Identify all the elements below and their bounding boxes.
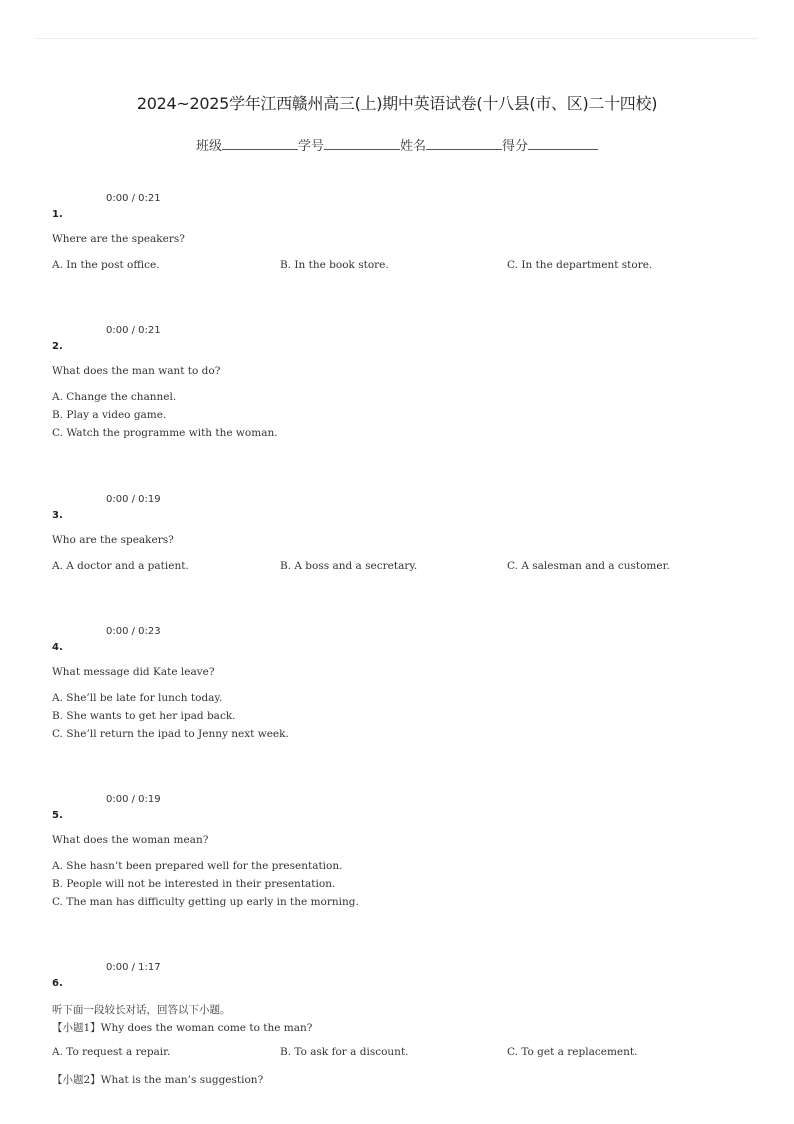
question-stem: What message did Kate leave? (52, 666, 215, 678)
audio-player-time[interactable]: 0:00 / 0:23 (106, 626, 161, 637)
options-column (52, 388, 278, 442)
name-blank[interactable] (426, 136, 502, 150)
options-column (52, 857, 359, 911)
question-intro: 听下面一段较长对话，回答以下小题。 (52, 1004, 231, 1016)
class-label: 班级 (195, 139, 222, 154)
option-c: C. In the department store. (507, 259, 653, 271)
option-b: B. In the book store. (280, 259, 389, 271)
sub-question-2-stem: 【小题2】What is the man’s suggestion? (52, 1074, 264, 1086)
question-stem: Who are the speakers? (52, 534, 174, 546)
question-number: 1. (52, 209, 63, 220)
option-c: C. Watch the programme with the woman. (52, 427, 278, 439)
score-field (502, 135, 598, 154)
question-number: 5. (52, 810, 63, 821)
score-label: 得分 (502, 139, 529, 154)
class-field (196, 135, 298, 154)
question-number: 6. (52, 978, 63, 989)
option-b: B. A boss and a secretary. (280, 560, 418, 572)
option-a: A. Change the channel. (52, 391, 177, 403)
audio-player-time[interactable]: 0:00 / 0:19 (106, 794, 161, 805)
class-blank[interactable] (222, 136, 298, 150)
question-number: 2. (52, 341, 63, 352)
option-b: B. Play a video game. (52, 409, 167, 421)
option-b: B. To ask for a discount. (280, 1046, 409, 1058)
question-stem: What does the man want to do? (52, 365, 221, 377)
audio-player-time[interactable]: 0:00 / 0:21 (106, 325, 161, 336)
student-id-field (298, 135, 400, 154)
sub-question-1-stem: 【小题1】Why does the woman come to the man? (52, 1022, 313, 1034)
options-column (52, 689, 289, 743)
option-b: B. She wants to get her ipad back. (52, 710, 236, 722)
option-a: A. To request a repair. (52, 1046, 171, 1058)
question-stem: What does the woman mean? (52, 834, 209, 846)
name-label: 姓名 (400, 139, 427, 154)
option-c: C. To get a replacement. (507, 1046, 638, 1058)
student-id-blank[interactable] (324, 136, 400, 150)
student-info-row (0, 135, 794, 154)
option-c: C. The man has difficulty getting up early in the morning. (52, 896, 359, 908)
option-a: A. In the post office. (52, 259, 160, 271)
student-id-label: 学号 (297, 139, 324, 154)
option-c: C. She’ll return the ipad to Jenny next week. (52, 728, 289, 740)
question-number: 4. (52, 642, 63, 653)
score-blank[interactable] (528, 136, 598, 150)
question-stem: Where are the speakers? (52, 233, 185, 245)
name-field (400, 135, 502, 154)
top-divider (36, 38, 758, 39)
option-b: B. People will not be interested in their presentation. (52, 878, 336, 890)
question-number: 3. (52, 510, 63, 521)
option-c: C. A salesman and a customer. (507, 560, 670, 572)
option-a: A. She’ll be late for lunch today. (52, 692, 223, 704)
audio-player-time[interactable]: 0:00 / 0:21 (106, 193, 161, 204)
audio-player-time[interactable]: 0:00 / 1:17 (106, 962, 161, 973)
option-a: A. She hasn’t been prepared well for the presentation. (52, 860, 343, 872)
audio-player-time[interactable]: 0:00 / 0:19 (106, 494, 161, 505)
option-a: A. A doctor and a patient. (52, 560, 189, 572)
page-title: 2024~2025学年江西赣州高三(上)期中英语试卷(十八县(市、区)二十四校) (136, 94, 658, 113)
